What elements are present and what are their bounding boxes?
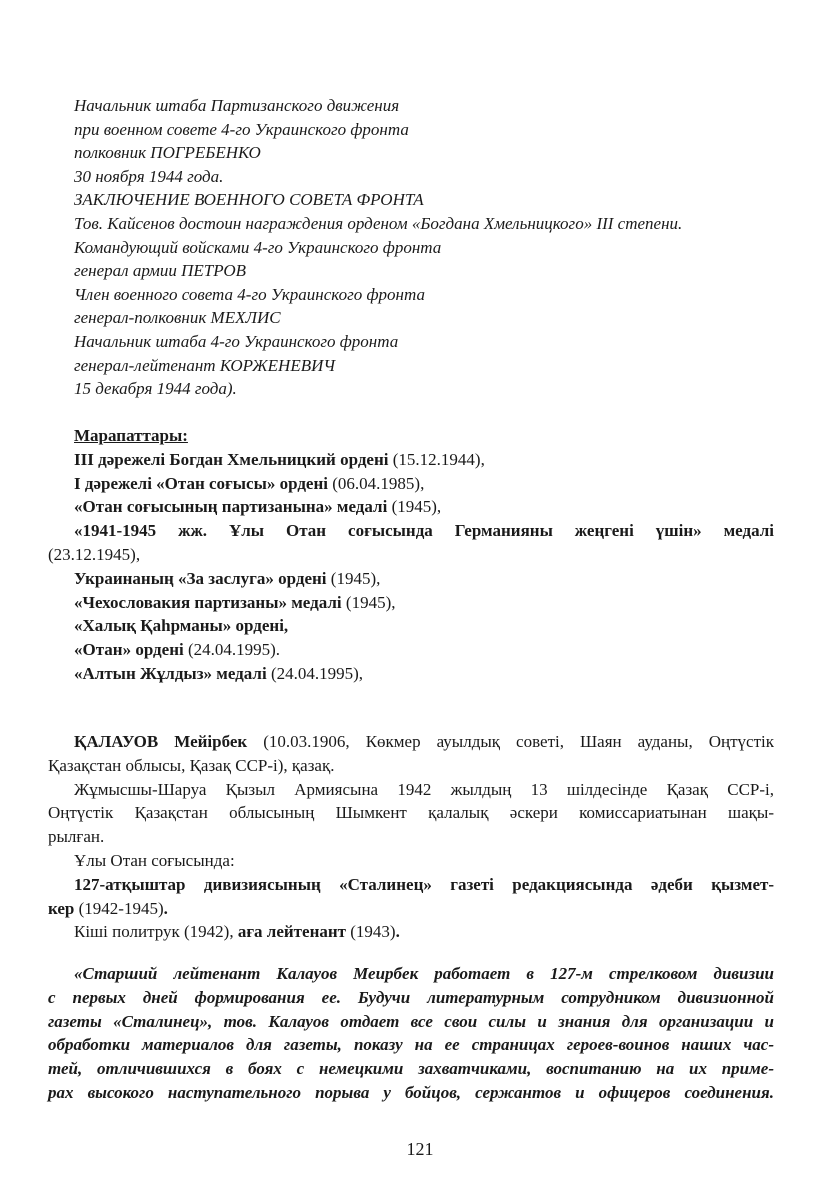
bio-army-line: рылған. xyxy=(48,827,105,847)
bio-rank-end: . xyxy=(395,922,400,942)
quote-line: обработки материалов для газеты, показу на ее страницах героев-воинов наших час- xyxy=(48,1035,774,1055)
quote-line: с первых дней формирования ее. Будучи литературным сотрудником дивизионной xyxy=(48,987,774,1007)
bio-army-line: Оңтүстік Қазақстан облысының Шымкент қалалық әскери комиссариатынан шақы- xyxy=(48,803,774,823)
bio-division-years: (1942-1945) xyxy=(74,898,164,918)
award-detail: (23.12.1945), xyxy=(48,544,141,564)
intro-line: Тов. Кайсенов достоин награждения орденом «Богдана Хмельницкого» III степени. xyxy=(74,213,683,233)
award-item xyxy=(48,591,774,615)
bio-rank-year: (1943) xyxy=(346,922,396,942)
bio-birth-info: (10.03.1906, Көкмер ауылдық советі, Шаян ауданы, Оңтүстік xyxy=(247,732,774,751)
bio-rank-line xyxy=(48,920,774,944)
award-title: Украинаның «За заслуга» ордені xyxy=(74,568,327,588)
bio-division-line: 127-атқыштар дивизиясының «Сталинец» газеті редакциясында әдеби қызмет- xyxy=(74,874,774,894)
bio-name-line xyxy=(48,730,774,754)
award-title: «Отан соғысының партизанына» медалі xyxy=(74,497,388,517)
quote-line: «Старший лейтенант Калауов Меирбек работает в 127-м стрелковом дивизии xyxy=(74,964,774,983)
page-number: 121 xyxy=(406,1139,434,1159)
award-item xyxy=(48,614,774,638)
award-item xyxy=(48,448,774,472)
bio-war-heading: Ұлы Отан соғысында: xyxy=(74,850,235,870)
award-title: III дәрежелі Богдан Хмельницкий ордені xyxy=(74,449,389,469)
award-title: «Алтын Жұлдыз» медалі xyxy=(74,663,267,683)
quote-line: рах высокого наступательного порыва у бойцов, сержантов и офицеров соединения. xyxy=(48,1082,774,1102)
award-detail: (1945), xyxy=(326,568,381,588)
award-detail: (15.12.1944), xyxy=(388,449,485,469)
award-detail: (24.04.1995), xyxy=(266,663,364,683)
intro-line: 15 декабря 1944 года). xyxy=(74,379,237,399)
award-title: I дәрежелі «Отан соғысы» ордені xyxy=(74,473,328,493)
award-detail: (1945), xyxy=(387,497,442,517)
person-name: ҚАЛАУОВ Мейірбек xyxy=(74,732,248,751)
bio-birth-info-cont: Қазақстан облысы, Қазақ ССР-і), қазақ. xyxy=(48,755,335,775)
quote-line: газеты «Сталинец», тов. Калауов отдает все свои силы и знания для организации и xyxy=(48,1011,774,1031)
awards-section xyxy=(48,424,774,686)
intro-line: при военном совете 4-го Украинского фронта xyxy=(74,119,409,139)
bio-division-role: кер xyxy=(48,898,75,918)
intro-line: Командующий войсками 4-го Украинского фронта xyxy=(74,237,442,257)
intro-line: 30 ноября 1944 года. xyxy=(74,166,224,186)
bio-rank-senior: аға лейтенант xyxy=(237,922,347,942)
intro-citation xyxy=(48,94,774,401)
biography-section xyxy=(48,730,774,944)
intro-line: полковник ПОГРЕБЕНКО xyxy=(74,143,261,163)
intro-line: генерал-лейтенант КОРЖЕНЕВИЧ xyxy=(74,355,336,375)
bio-rank-junior: Кіші политрук (1942), xyxy=(74,922,238,942)
intro-line: ЗАКЛЮЧЕНИЕ ВОЕННОГО СОВЕТА ФРОНТА xyxy=(74,190,424,210)
bio-division-line xyxy=(48,897,774,921)
intro-line: генерал армии ПЕТРОВ xyxy=(74,261,247,281)
intro-line: Начальник штаба 4-го Украинского фронта xyxy=(74,331,399,351)
intro-line: генерал-полковник МЕХЛИС xyxy=(74,308,281,328)
award-detail: (24.04.1995). xyxy=(183,640,281,660)
award-detail: (06.04.1985), xyxy=(328,473,425,493)
award-item: «1941-1945 жж. Ұлы Отан соғысында Германияны жеңгені үшін» медалі xyxy=(74,521,774,541)
intro-line: Начальник штаба Партизанского движения xyxy=(74,96,400,115)
awards-heading: Марапаттары: xyxy=(74,426,188,445)
award-title: «Чехословакия партизаны» медалі xyxy=(74,592,342,612)
award-title: «Отан» ордені xyxy=(74,640,184,660)
bio-army-line: Жұмысшы-Шаруа Қызыл Армиясына 1942 жылдың 13 шілдесінде Қазақ ССР-і, xyxy=(74,779,774,799)
award-detail: (1945), xyxy=(341,592,396,612)
award-item xyxy=(48,638,774,662)
award-title: «Халық Қаһрманы» ордені, xyxy=(74,616,289,636)
award-item xyxy=(48,495,774,519)
quote-section xyxy=(48,962,774,1105)
bio-division-end: . xyxy=(163,898,168,918)
intro-line: Член военного совета 4-го Украинского фронта xyxy=(74,284,425,304)
quote-line: тей, отличившихся в боях с немецкими захватчиками, воспитанию на их приме- xyxy=(48,1059,774,1079)
award-item xyxy=(48,662,774,686)
award-item xyxy=(48,472,774,496)
award-item xyxy=(48,567,774,591)
